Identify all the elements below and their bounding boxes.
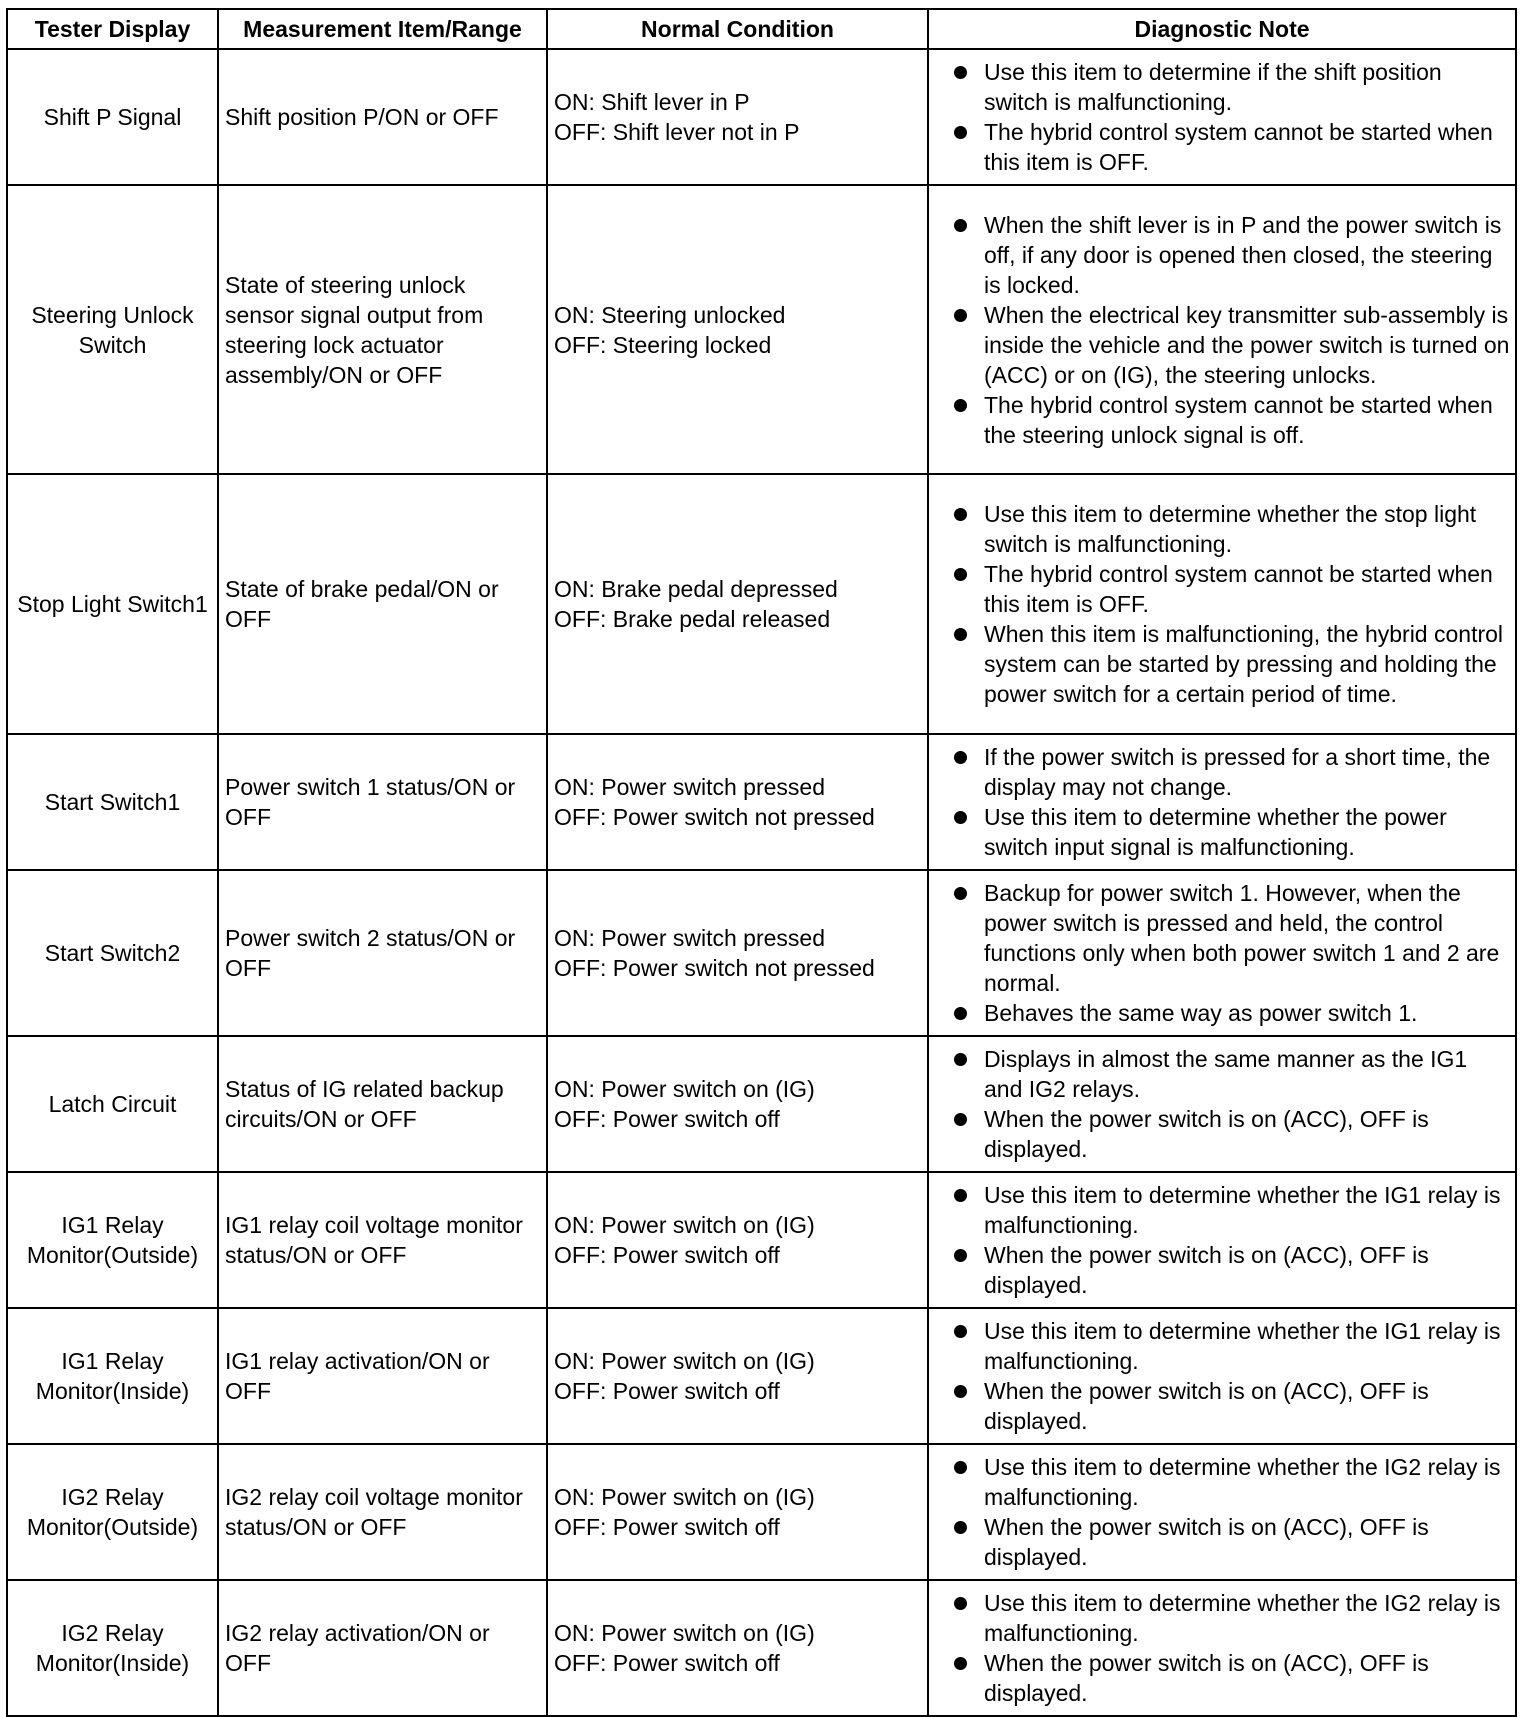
- note-item: [929, 117, 1511, 177]
- bullet-icon: [954, 1521, 967, 1534]
- bullet-icon: [954, 309, 967, 322]
- condition-line: OFF: Power switch not pressed: [554, 955, 875, 981]
- condition-line: OFF: Shift lever not in P: [554, 119, 800, 145]
- diagnostic-note-cell: [928, 1172, 1516, 1308]
- table-body: [7, 49, 1516, 1716]
- note-item: [929, 742, 1511, 802]
- bullet-icon: [954, 1657, 967, 1670]
- measurement-item-cell: IG1 relay coil voltage monitor status/ON or OFF: [218, 1172, 547, 1308]
- table-row: [7, 1036, 1516, 1172]
- condition-line: OFF: Power switch off: [554, 1242, 780, 1268]
- condition-line: OFF: Power switch not pressed: [554, 804, 875, 830]
- note-item: [929, 499, 1511, 559]
- bullet-icon: [954, 126, 967, 139]
- note-text: Behaves the same way as power switch 1.: [984, 1000, 1418, 1026]
- diagnostic-note-cell: [928, 185, 1516, 474]
- normal-condition-cell: [547, 1580, 928, 1716]
- note-text: Use this item to determine whether the IG2 relay is malfunctioning.: [984, 1454, 1501, 1510]
- measurement-item-cell: State of steering unlock sensor signal output from steering lock actuator assembly/ON or OFF: [218, 185, 547, 474]
- table-row: [7, 474, 1516, 734]
- condition-line: ON: Power switch on (IG): [554, 1076, 815, 1102]
- note-list: [929, 210, 1511, 450]
- bullet-icon: [954, 887, 967, 900]
- note-text: Backup for power switch 1. However, when the power switch is pressed and held, the control functions only when both power switch 1 and 2 are normal.: [984, 880, 1500, 996]
- note-item: [929, 1648, 1511, 1708]
- header-row: [7, 9, 1516, 49]
- table-row: [7, 870, 1516, 1036]
- normal-condition-cell: [547, 474, 928, 734]
- diagnostic-note-cell: [928, 1580, 1516, 1716]
- condition-line: OFF: Power switch off: [554, 1650, 780, 1676]
- measurement-item-cell: IG2 relay coil voltage monitor status/ON or OFF: [218, 1444, 547, 1580]
- note-text: When the shift lever is in P and the power switch is off, if any door is opened then closed, the steering is locked.: [984, 211, 1502, 298]
- tester-display-cell: IG1 Relay Monitor(Inside): [7, 1308, 218, 1444]
- data-list-table: [6, 8, 1517, 1717]
- normal-condition-cell: [547, 1308, 928, 1444]
- condition-line: ON: Power switch on (IG): [554, 1620, 815, 1646]
- condition-line: ON: Shift lever in P: [554, 89, 750, 115]
- note-text: Displays in almost the same manner as the IG1 and IG2 relays.: [984, 1046, 1468, 1102]
- column-header-measurement-item: Measurement Item/Range: [218, 9, 547, 49]
- normal-condition-cell: [547, 49, 928, 185]
- column-header-tester-display: Tester Display: [7, 9, 218, 49]
- note-item: [929, 998, 1511, 1028]
- note-text: Use this item to determine if the shift position switch is malfunctioning.: [984, 59, 1442, 115]
- bullet-icon: [954, 1007, 967, 1020]
- note-text: If the power switch is pressed for a short time, the display may not change.: [984, 744, 1491, 800]
- note-item: [929, 1180, 1511, 1240]
- note-item: [929, 1376, 1511, 1436]
- note-item: [929, 390, 1511, 450]
- bullet-icon: [954, 1597, 967, 1610]
- note-list: [929, 1180, 1511, 1300]
- note-item: [929, 619, 1511, 709]
- diagnostic-note-cell: [928, 734, 1516, 870]
- note-list: [929, 1044, 1511, 1164]
- tester-display-cell: IG1 Relay Monitor(Outside): [7, 1172, 218, 1308]
- bullet-icon: [954, 1189, 967, 1202]
- tester-display-cell: Latch Circuit: [7, 1036, 218, 1172]
- table-row: [7, 1172, 1516, 1308]
- note-item: [929, 57, 1511, 117]
- bullet-icon: [954, 1461, 967, 1474]
- note-text: Use this item to determine whether the IG1 relay is malfunctioning.: [984, 1318, 1501, 1374]
- bullet-icon: [954, 399, 967, 412]
- bullet-icon: [954, 1249, 967, 1262]
- diagnostic-note-cell: [928, 1444, 1516, 1580]
- table-row: [7, 1580, 1516, 1716]
- diagnostic-note-cell: [928, 49, 1516, 185]
- note-text: When this item is malfunctioning, the hybrid control system can be started by pressing and holding the power switch for a certain period of time.: [984, 621, 1504, 707]
- tester-display-cell: Start Switch2: [7, 870, 218, 1036]
- bullet-icon: [954, 751, 967, 764]
- note-item: [929, 1044, 1511, 1104]
- column-header-normal-condition: Normal Condition: [547, 9, 928, 49]
- condition-line: ON: Brake pedal depressed: [554, 576, 838, 602]
- bullet-icon: [954, 568, 967, 581]
- note-item: [929, 1316, 1511, 1376]
- diagnostic-note-cell: [928, 870, 1516, 1036]
- normal-condition-cell: [547, 1444, 928, 1580]
- bullet-icon: [954, 1325, 967, 1338]
- note-text: When the power switch is on (ACC), OFF is displayed.: [984, 1514, 1429, 1570]
- measurement-item-cell: IG2 relay activation/ON or OFF: [218, 1580, 547, 1716]
- tester-display-cell: IG2 Relay Monitor(Outside): [7, 1444, 218, 1580]
- note-list: [929, 499, 1511, 709]
- note-item: [929, 210, 1511, 300]
- condition-line: ON: Power switch pressed: [554, 925, 825, 951]
- diagnostic-note-cell: [928, 1036, 1516, 1172]
- measurement-item-cell: State of brake pedal/ON or OFF: [218, 474, 547, 734]
- note-text: When the electrical key transmitter sub-assembly is inside the vehicle and the power switch is turned on (ACC) or on (IG), the steering unlocks.: [984, 301, 1510, 388]
- measurement-item-cell: Power switch 2 status/ON or OFF: [218, 870, 547, 1036]
- note-text: Use this item to determine whether the power switch input signal is malfunctioning.: [984, 804, 1447, 860]
- note-item: [929, 802, 1511, 862]
- diagnostic-note-cell: [928, 474, 1516, 734]
- tester-display-cell: Steering Unlock Switch: [7, 185, 218, 474]
- condition-line: ON: Steering unlocked: [554, 301, 786, 328]
- tester-display-cell: Stop Light Switch1: [7, 474, 218, 734]
- bullet-icon: [954, 1053, 967, 1066]
- note-text: The hybrid control system cannot be started when this item is OFF.: [984, 561, 1493, 617]
- bullet-icon: [954, 508, 967, 521]
- note-item: [929, 1104, 1511, 1164]
- note-list: [929, 1588, 1511, 1708]
- measurement-item-cell: Shift position P/ON or OFF: [218, 49, 547, 185]
- condition-line: OFF: Brake pedal released: [554, 606, 831, 632]
- note-item: [929, 1588, 1511, 1648]
- condition-line: OFF: Power switch off: [554, 1106, 780, 1132]
- measurement-item-cell: Status of IG related backup circuits/ON or OFF: [218, 1036, 547, 1172]
- note-list: [929, 878, 1511, 1028]
- note-item: [929, 559, 1511, 619]
- condition-line: ON: Power switch on (IG): [554, 1212, 815, 1238]
- bullet-icon: [954, 628, 967, 641]
- table-row: [7, 1444, 1516, 1580]
- bullet-icon: [954, 219, 967, 232]
- tester-display-cell: IG2 Relay Monitor(Inside): [7, 1580, 218, 1716]
- normal-condition-cell: [547, 734, 928, 870]
- note-item: [929, 1240, 1511, 1300]
- note-list: [929, 1316, 1511, 1436]
- note-list: [929, 742, 1511, 862]
- table-row: [7, 734, 1516, 870]
- bullet-icon: [954, 66, 967, 79]
- note-list: [929, 57, 1511, 177]
- bullet-icon: [954, 1385, 967, 1398]
- normal-condition-cell: [547, 1172, 928, 1308]
- note-text: Use this item to determine whether the IG2 relay is malfunctioning.: [984, 1590, 1501, 1646]
- note-text: Use this item to determine whether the IG1 relay is malfunctioning.: [984, 1182, 1501, 1238]
- table-row: [7, 185, 1516, 474]
- column-header-diagnostic-note: Diagnostic Note: [928, 9, 1516, 49]
- condition-line: OFF: Power switch off: [554, 1514, 780, 1540]
- normal-condition-cell: [547, 870, 928, 1036]
- condition-line: OFF: Power switch off: [554, 1378, 780, 1404]
- note-item: [929, 878, 1511, 998]
- note-text: The hybrid control system cannot be started when this item is OFF.: [984, 119, 1493, 175]
- normal-condition-cell: [547, 185, 928, 474]
- tester-display-cell: Shift P Signal: [7, 49, 218, 185]
- note-text: When the power switch is on (ACC), OFF is displayed.: [984, 1242, 1429, 1298]
- note-text: When the power switch is on (ACC), OFF is displayed.: [984, 1378, 1429, 1434]
- measurement-item-cell: IG1 relay activation/ON or OFF: [218, 1308, 547, 1444]
- note-item: [929, 300, 1511, 390]
- table-row: [7, 1308, 1516, 1444]
- note-item: [929, 1512, 1511, 1572]
- condition-line: OFF: Steering locked: [554, 331, 772, 358]
- bullet-icon: [954, 1113, 967, 1126]
- normal-condition-cell: [547, 1036, 928, 1172]
- note-item: [929, 1452, 1511, 1512]
- note-text: The hybrid control system cannot be started when the steering unlock signal is off.: [984, 391, 1493, 448]
- condition-line: ON: Power switch pressed: [554, 774, 825, 800]
- note-list: [929, 1452, 1511, 1572]
- note-text: Use this item to determine whether the stop light switch is malfunctioning.: [984, 501, 1477, 557]
- condition-line: ON: Power switch on (IG): [554, 1348, 815, 1374]
- measurement-item-cell: Power switch 1 status/ON or OFF: [218, 734, 547, 870]
- bullet-icon: [954, 811, 967, 824]
- diagnostic-note-cell: [928, 1308, 1516, 1444]
- tester-display-cell: Start Switch1: [7, 734, 218, 870]
- condition-line: ON: Power switch on (IG): [554, 1484, 815, 1510]
- table-row: [7, 49, 1516, 185]
- note-text: When the power switch is on (ACC), OFF is displayed.: [984, 1106, 1429, 1162]
- note-text: When the power switch is on (ACC), OFF is displayed.: [984, 1650, 1429, 1706]
